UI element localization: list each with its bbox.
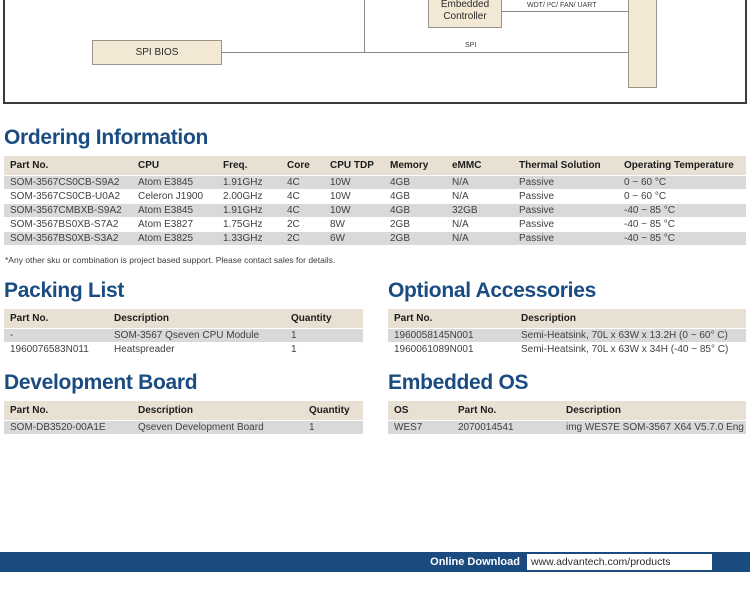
table-cell: 1960076583N011 <box>4 342 108 356</box>
spi-bus-line <box>222 52 628 53</box>
table-cell: 6W <box>324 231 384 245</box>
table-cell: Semi-Heatsink, 70L x 63W x 34H (-40 ~ 85° C) <box>515 342 746 356</box>
column-header: Description <box>560 401 746 420</box>
table-cell: SOM-DB3520-00A1E <box>4 420 132 434</box>
column-header: Part No. <box>4 156 132 175</box>
table-cell: SOM-3567CS0CB-S9A2 <box>4 175 132 189</box>
embedded-os-title: Embedded OS <box>388 371 529 394</box>
table-cell: N/A <box>446 175 513 189</box>
column-header: Core <box>281 156 324 175</box>
table-row <box>4 342 363 356</box>
table-cell: 4C <box>281 175 324 189</box>
table-row <box>4 217 746 231</box>
table-cell: N/A <box>446 189 513 203</box>
diagram-vertical-line <box>364 0 365 53</box>
spi-bios-box <box>92 40 222 65</box>
optional-accessories-title: Optional Accessories <box>388 279 596 302</box>
table-row <box>4 420 363 434</box>
online-download-label: Online Download <box>430 556 520 568</box>
column-header: Quantity <box>303 401 363 420</box>
column-header: CPU <box>132 156 217 175</box>
table-cell: Passive <box>513 217 618 231</box>
table-cell: 10W <box>324 175 384 189</box>
development-board-table <box>4 401 363 435</box>
table-cell: 2.00GHz <box>217 189 281 203</box>
ordering-information-table <box>4 156 746 246</box>
column-header: eMMC <box>446 156 513 175</box>
table-cell: 2C <box>281 217 324 231</box>
packing-list-table <box>4 309 363 357</box>
table-cell: SOM-3567CS0CB-U0A2 <box>4 189 132 203</box>
table-cell: Heatspreader <box>108 342 285 356</box>
column-header: Quantity <box>285 309 363 328</box>
table-cell: SOM-3567 Qseven CPU Module <box>108 328 285 342</box>
table-cell: N/A <box>446 231 513 245</box>
table-row <box>388 328 746 342</box>
table-cell: SOM-3567CMBXB-S9A2 <box>4 203 132 217</box>
table-cell: 2C <box>281 231 324 245</box>
column-header: Part No. <box>4 401 132 420</box>
wdt-bus-label: WDT/ I²C/ FAN/ UART <box>527 2 597 9</box>
table-cell: 0 ~ 60 °C <box>618 189 746 203</box>
table-cell: 4GB <box>384 189 446 203</box>
column-header: Description <box>515 309 746 328</box>
footer-bar <box>0 552 750 572</box>
column-header: CPU TDP <box>324 156 384 175</box>
column-header: Description <box>132 401 303 420</box>
table-cell: -40 ~ 85 °C <box>618 217 746 231</box>
embedded-controller-box <box>428 0 502 28</box>
column-header: OS <box>388 401 452 420</box>
column-header: Part No. <box>4 309 108 328</box>
table-row <box>4 175 746 189</box>
table-cell: SOM-3567BS0XB-S7A2 <box>4 217 132 231</box>
table-cell: Qseven Development Board <box>132 420 303 434</box>
table-cell: 4GB <box>384 175 446 189</box>
column-header: Freq. <box>217 156 281 175</box>
table-cell: 1 <box>303 420 363 434</box>
table-cell: 1.75GHz <box>217 217 281 231</box>
table-row <box>4 189 746 203</box>
table-cell: 1.91GHz <box>217 203 281 217</box>
table-row <box>4 203 746 217</box>
table-cell: 1 <box>285 342 363 356</box>
packing-list-title: Packing List <box>4 279 125 302</box>
table-cell: 1960058145N001 <box>388 328 515 342</box>
table-cell: Passive <box>513 175 618 189</box>
table-cell: 1960061089N001 <box>388 342 515 356</box>
optional-accessories-table <box>388 309 746 357</box>
table-cell: WES7 <box>388 420 452 434</box>
table-cell: SOM-3567BS0XB-S3A2 <box>4 231 132 245</box>
table-row <box>4 328 363 342</box>
development-board-title: Development Board <box>4 371 198 394</box>
column-header: Operating Temperature <box>618 156 746 175</box>
table-cell: 2GB <box>384 231 446 245</box>
table-cell: Passive <box>513 231 618 245</box>
download-url-link[interactable]: www.advantech.com/products <box>527 554 712 570</box>
table-cell: Atom E3845 <box>132 175 217 189</box>
table-cell: N/A <box>446 217 513 231</box>
table-cell: 2070014541 <box>452 420 560 434</box>
table-cell: 1 <box>285 328 363 342</box>
ordering-footnote: *Any other sku or combination is project based support. Please contact sales for details. <box>5 255 336 265</box>
table-cell: 10W <box>324 203 384 217</box>
table-cell: 1.33GHz <box>217 231 281 245</box>
table-cell: Atom E3845 <box>132 203 217 217</box>
table-cell: Atom E3825 <box>132 231 217 245</box>
embedded-controller-label: Embedded Controller <box>440 0 490 22</box>
table-row <box>4 231 746 245</box>
table-cell: -40 ~ 85 °C <box>618 231 746 245</box>
column-header: Part No. <box>452 401 560 420</box>
table-cell: Atom E3827 <box>132 217 217 231</box>
table-cell: img WES7E SOM-3567 X64 V5.7.0 Eng <box>560 420 746 434</box>
table-cell: Passive <box>513 203 618 217</box>
column-header: Description <box>108 309 285 328</box>
table-cell: -40 ~ 85 °C <box>618 203 746 217</box>
table-cell: 0 ~ 60 °C <box>618 175 746 189</box>
spi-bios-label: SPI BIOS <box>135 47 179 58</box>
ordering-information-title: Ordering Information <box>4 126 209 149</box>
wdt-bus-line <box>502 11 628 12</box>
table-cell: - <box>4 328 108 342</box>
table-cell: 1.91GHz <box>217 175 281 189</box>
column-header: Part No. <box>388 309 515 328</box>
table-cell: 4C <box>281 203 324 217</box>
column-header: Memory <box>384 156 446 175</box>
table-row <box>388 342 746 356</box>
connector-box <box>628 0 657 88</box>
table-cell: 8W <box>324 217 384 231</box>
column-header: Thermal Solution <box>513 156 618 175</box>
table-cell: 4GB <box>384 203 446 217</box>
spi-bus-label: SPI <box>465 42 477 49</box>
table-cell: 4C <box>281 189 324 203</box>
table-cell: Semi-Heatsink, 70L x 63W x 13.2H (0 ~ 60° C) <box>515 328 746 342</box>
table-row <box>388 420 746 434</box>
table-cell: 2GB <box>384 217 446 231</box>
embedded-os-table <box>388 401 746 435</box>
table-cell: Passive <box>513 189 618 203</box>
table-cell: Celeron J1900 <box>132 189 217 203</box>
table-cell: 32GB <box>446 203 513 217</box>
table-cell: 10W <box>324 189 384 203</box>
